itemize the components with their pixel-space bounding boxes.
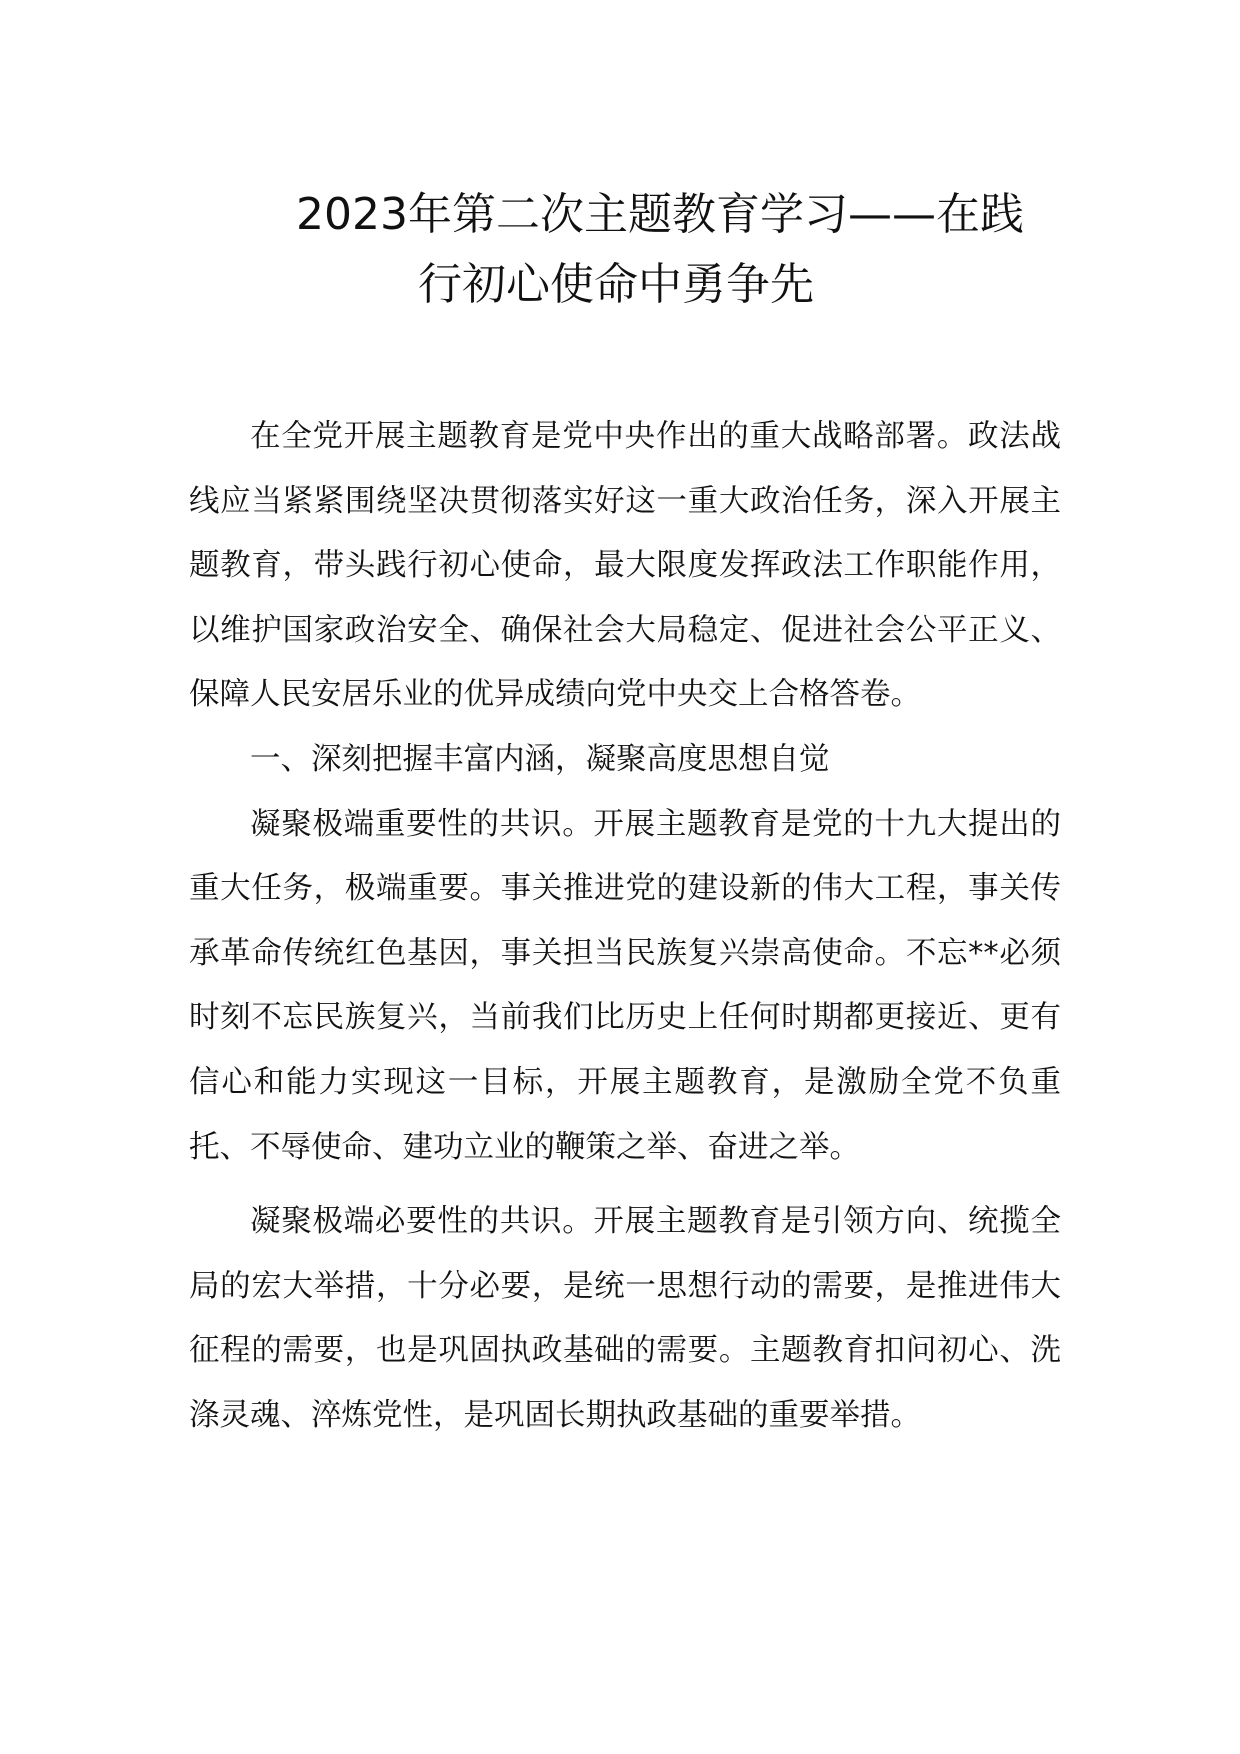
paragraph-intro: 在全党开展主题教育是党中央作出的重大战略部署。政法战线应当紧紧围绕坚决贯彻落实好这一重大政治任务，深入开展主题教育，带头践行初心使命，最大限度发挥政法工作职能作用，以维护国家政治安全、确保社会大局稳定、促进社会公平正义、保障人民安居乐业的优异成绩向党中央交上合格答卷。 <box>189 419 1061 713</box>
document-title-line-2: 行初心使命中勇争先 <box>418 259 814 310</box>
paragraph-necessity: 凝聚极端必要性的共识。开展主题教育是引领方向、统揽全局的宏大举措，十分必要，是统一思想行动的需要，是推进伟大征程的需要，也是巩固执政基础的需要。主题教育扣问初心、洗涤灵魂、淬炼党性，是巩固长期执政基础的重要举措。 <box>189 1204 1061 1433</box>
paragraph-importance: 凝聚极端重要性的共识。开展主题教育是党的十九大提出的重大任务，极端重要。事关推进党的建设新的伟大工程，事关传承革命传统红色基因，事关担当民族复兴崇高使命。不忘**必须时刻不忘民族复兴，当前我们比历史上任何时期都更接近、更有信心和能力实现这一目标，开展主题教育，是激励全党不负重托、不辱使命、建功立业的鞭策之举、奋进之举。 <box>189 806 1061 1165</box>
document-body <box>189 405 1061 1449</box>
section-heading-1: 一、深刻把握丰富内涵，凝聚高度思想自觉 <box>250 741 830 777</box>
document-title-line-1: 2023年第二次主题教育学习——在践 <box>296 189 1024 240</box>
